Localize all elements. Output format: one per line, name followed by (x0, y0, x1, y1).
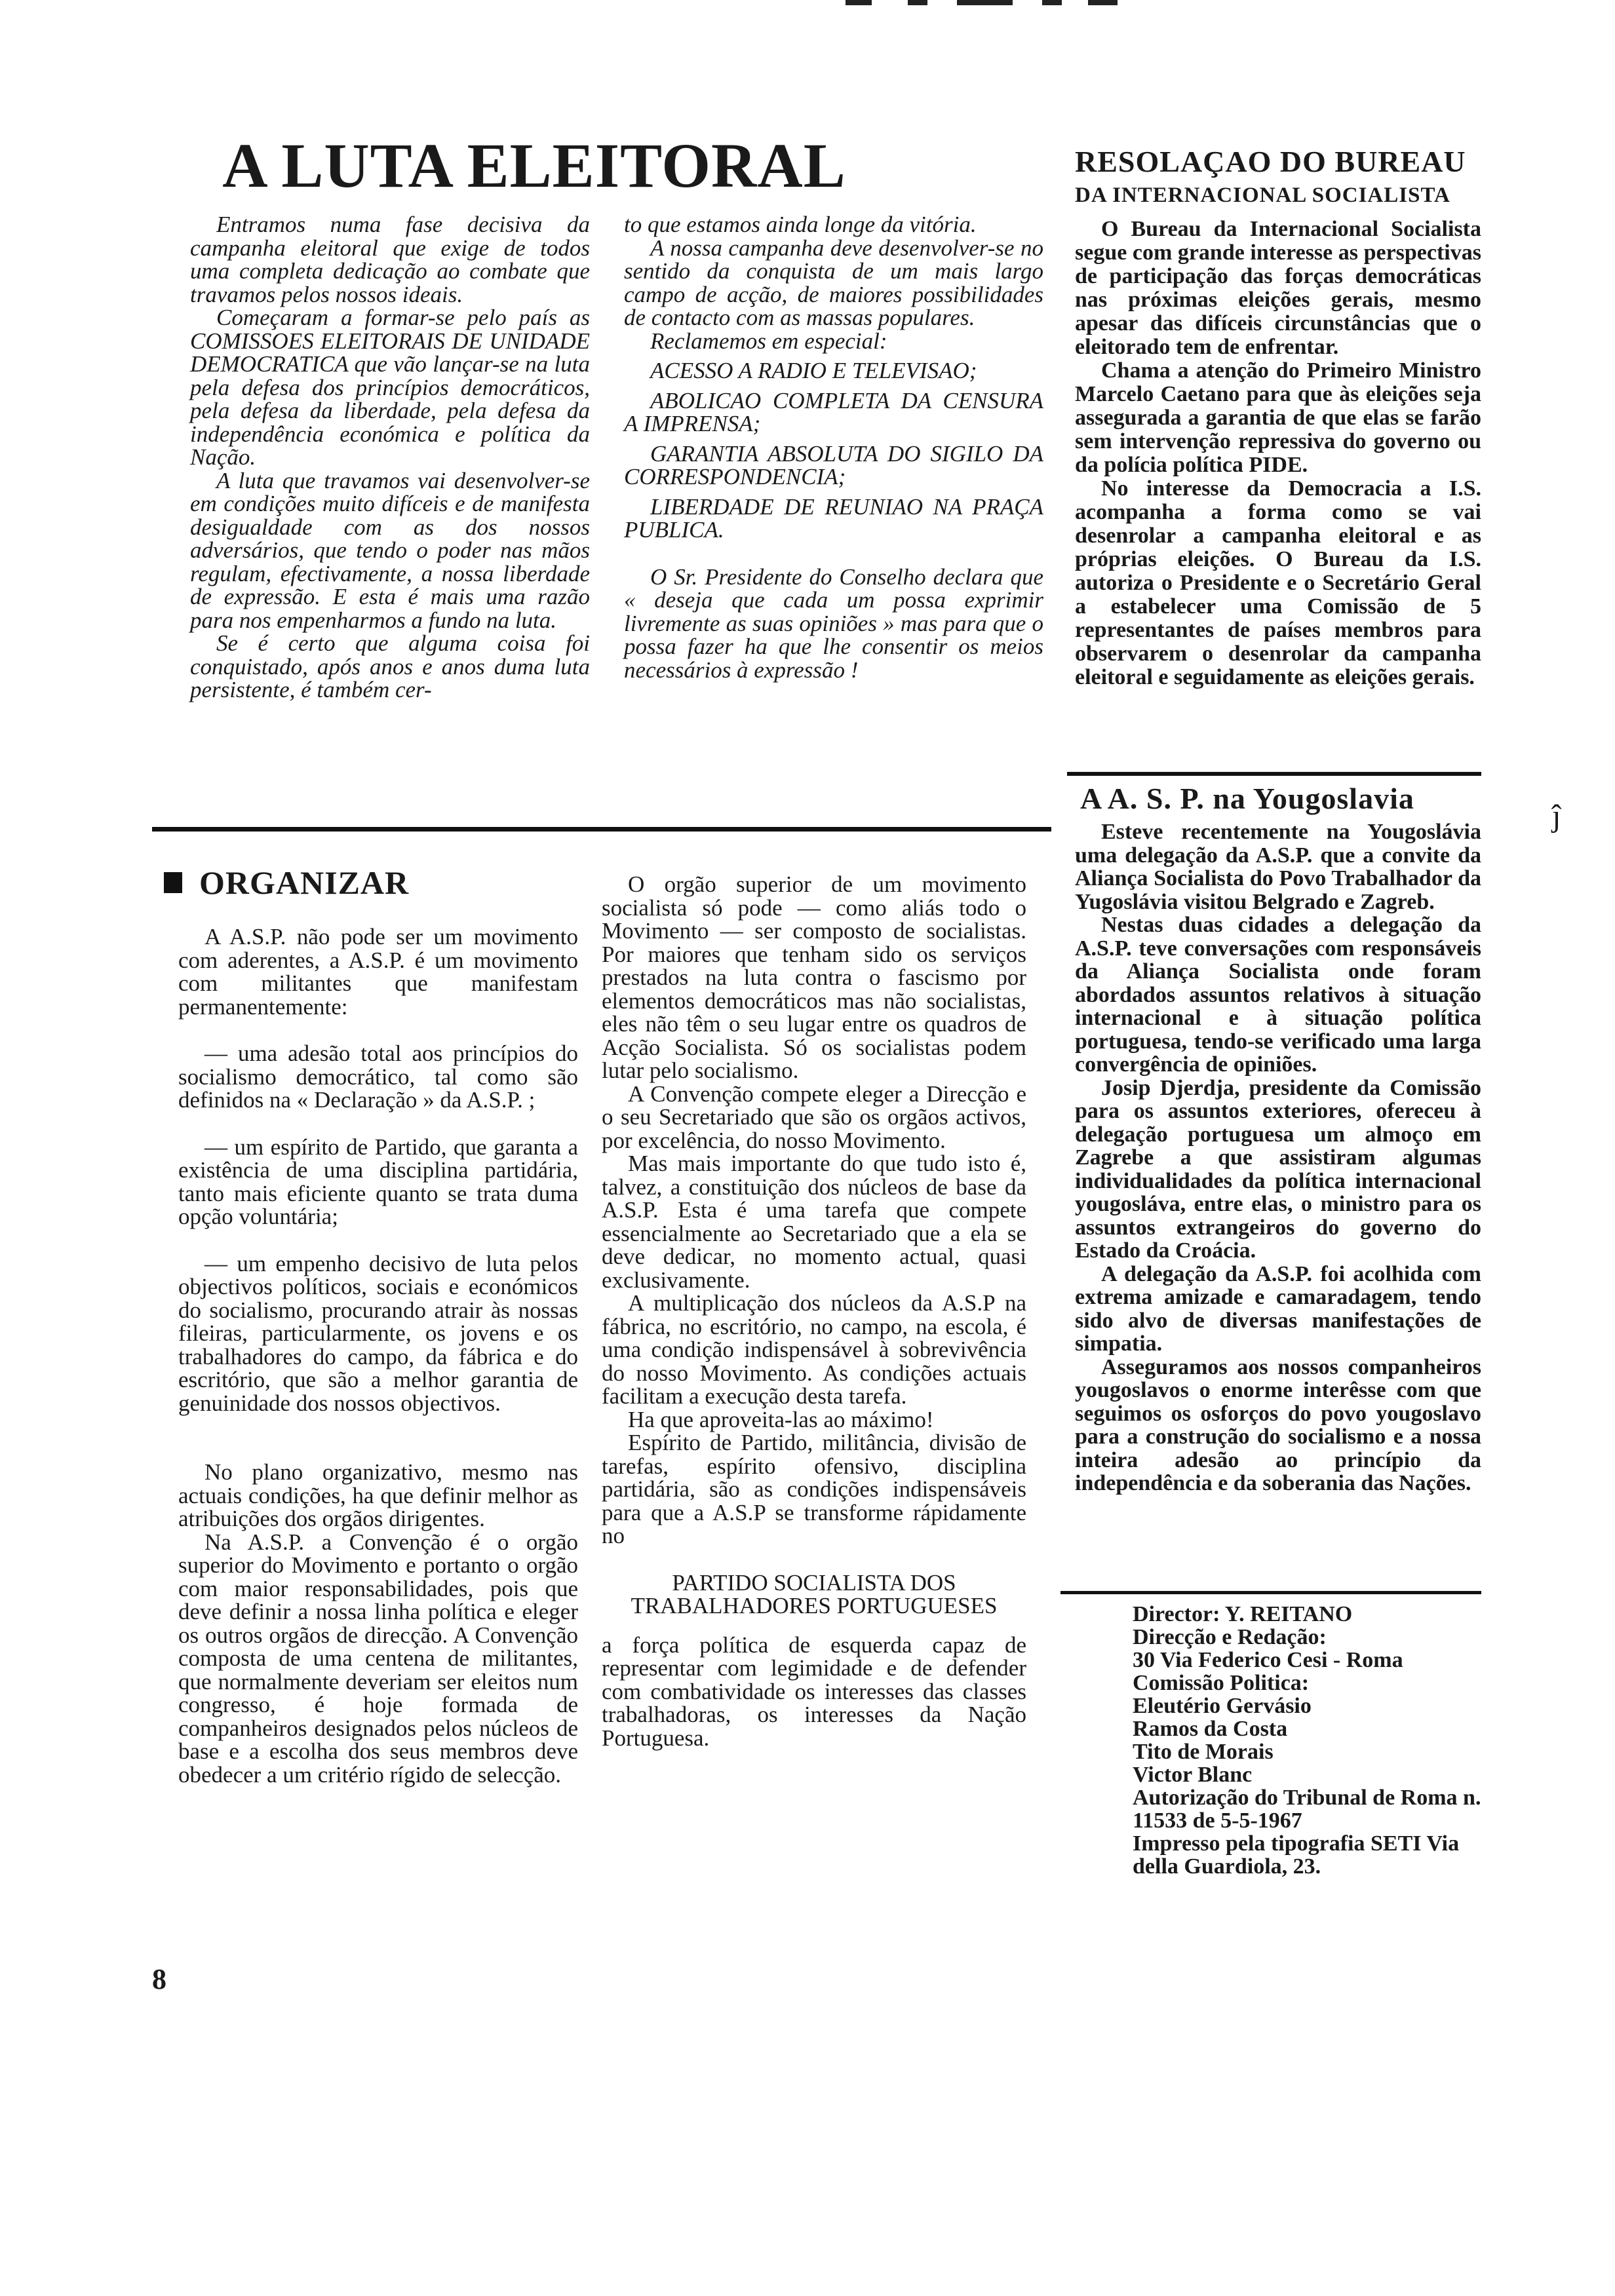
organizar-column-1 (178, 925, 578, 1786)
masthead-member: Victor Blanc (1133, 1763, 1253, 1787)
organizar-paragraph: A A.S.P. não pode ser um movimento com aderentes, a A.S.P. é um movimento com militantes que manifestam permanentemente: (178, 924, 578, 1020)
yugoslavia-paragraph: Josip Djerdja, presidente da Comissão para os assuntos exteriores, ofereceu à delegação portuguesa um almoço em Zagrebe a que assistiram algumas individualidades da política internacional yougosláva, entre elas, o ministro para os assuntos extrangeiros do governo do Estado da Croácia. (1075, 1075, 1481, 1263)
masthead-member: Eleutério Gervásio (1133, 1694, 1312, 1718)
yugoslavia-title: A A. S. P. na Yougoslavia (1080, 782, 1414, 815)
luta-paragraph: A nossa campanha deve desenvolver-se no sentido da conquista de um mais largo campo de acção, de maiores possibilidades de contacto com as massas populares. (624, 235, 1043, 330)
yugoslavia-section (1075, 781, 1481, 1495)
organizar-paragraph: Na A.S.P. a Convenção é o orgão superior do Movimento e portanto o orgão com maior responsabilidades, pois que deve definir a nossa linha política e eleger os outros orgãos de direcção. A Convenção composta de uma centena de militantes, que normalmente deveriam ser eleitos num congresso, é hoje formada de companheiros designados pelos núcleos de base e a escolha dos seus membros deve obedecer a um critério rígido de selecção. (178, 1529, 578, 1788)
resolution-paragraph: Chama a atenção do Primeiro Ministro Marcelo Caetano para que às eleições seja assegurada a garantia de que elas se farão sem intervenção repressiva do governo ou da polícia política PIDE. (1075, 358, 1481, 477)
masthead-printer: Impresso pela tipografia SETI Via della Guardiola, 23. (1133, 1831, 1460, 1879)
luta-paragraph: A luta que travamos vai desenvolver-se em condições muito difíceis e de manifesta desigualdade com as dos nossos adversários, que tendo o poder nas mãos regulam, efectivamente, a nossa liberdade de expressão. E esta é mais uma razão para nos empenharmos a fundo na luta. (190, 467, 590, 633)
organizar-principle: — um espírito de Partido, que garanta a existência de uma disciplina partidária, tanto mais eficiente quanto se trata duma opção voluntária; (178, 1134, 578, 1229)
yugoslavia-body (1075, 820, 1481, 1495)
masthead-member: Tito de Morais (1133, 1740, 1274, 1764)
resolution-body (1075, 218, 1481, 689)
organizar-paragraph: A Convenção compete eleger a Direcção e o seu Secretariado que são os orgãos activos, por excelência, do nosso Movimento. (602, 1081, 1026, 1153)
organizar-heading-label: ORGANIZAR (199, 864, 410, 901)
yugoslavia-paragraph: Nestas duas cidades a delegação da A.S.P. teve conversações com responsáveis da Aliança Socialista onde foram abordados assuntos relativos à situação internacional e à situação política portuguesa, tendo-se verificado uma larga convergência de opiniões. (1075, 913, 1481, 1077)
resolution-subtitle: DA INTERNACIONAL SOCIALISTA (1075, 183, 1450, 207)
organizar-paragraph: Ha que aproveita-las ao máximo! (628, 1406, 934, 1432)
top-print-marks (846, 0, 1121, 8)
organizar-paragraph: Espírito de Partido, militância, divisão de tarefas, espírito ofensivo, disciplina partidária, são as condições indispensáveis para que a A.S.P se transforme rápidamente no (602, 1430, 1026, 1548)
resolution-paragraph: No interesse da Democracia a I.S. acompanha a forma como se vai desenrolar a campanha eleitoral e as próprias eleições. O Bureau da I.S. autoriza o Presidente e o Secretário Geral a estabelecer uma Comissão de 5 representantes de países membros para observarem o desenrolar da campanha eleitoral e seguidamente as eleições gerais. (1075, 476, 1481, 689)
resolution-paragraph: O Bureau da Internacional Socialista segue com grande interesse as perspectivas de participação das forças democráticas nas próximas eleições gerais, mesmo apesar das difíceis circunstâncias que o eleitorado tem de enfrentar. (1075, 217, 1481, 359)
yugoslavia-paragraph: A delegação da A.S.P. foi acolhida com extrema amizade e camaradagem, tendo sido alvo de diversas manifestações de simpatia. (1075, 1261, 1481, 1356)
demand-item: ABOLICAO COMPLETA DA CENSURA A IMPRENSA; (624, 387, 1043, 436)
organizar-heading (164, 864, 409, 902)
masthead-director: Director: Y. REITANO (1133, 1602, 1353, 1626)
organizar-paragraph: O orgão superior de um movimento socialista só pode — como aliás todo o Movimento — ser composto de socialistas. Por maiores que tenham sido os serviços prestados na luta contra o fascismo por elementos democráticos mas não socialistas, eles não têm o seu lugar entre os quadros de Acção Socialista. Só os socialistas podem lutar pelo socialismo. (602, 871, 1026, 1083)
masthead-authorization: Autorização do Tribunal de Roma n. 11533 de 5-5-1967 (1133, 1786, 1481, 1833)
main-title: A LUTA ELEITORAL (222, 130, 846, 201)
organizar-principle: — um empenho decisivo de luta pelos objectivos políticos, sociais e económicos do socialismo, procurando atrair às nossas fileiras, particularmente, os jovens e os trabalhadores do campo, da fábrica e do escritório, que são a melhor garantia de genuinidade dos nossos objectivos. (178, 1250, 578, 1416)
luta-column-2 (624, 213, 1043, 681)
demand-item: LIBERDADE DE REUNIAO NA PRAÇA PUBLICA. (624, 493, 1043, 543)
demand-item: GARANTIA ABSOLUTA DO SIGILO DA CORRESPONDENCIA; (624, 440, 1043, 489)
masthead-member: Ramos da Costa (1133, 1717, 1288, 1741)
margin-mark: ĵ (1552, 799, 1561, 833)
masthead-address: 30 Via Federico Cesi - Roma (1133, 1648, 1403, 1672)
section-divider (152, 827, 1051, 832)
party-name: PARTIDO SOCIALISTA DOS TRABALHADORES PORTUGUESES (631, 1569, 998, 1618)
bullet-square-icon (164, 872, 182, 893)
organizar-paragraph: a força política de esquerda capaz de representar com legimidade e de defender com combatividade os interesses das classes trabalhadoras, os interesses da Nação Portuguesa. (602, 1632, 1026, 1751)
luta-paragraph: Entramos numa fase decisiva da campanha eleitoral que exige de todos uma completa dedicação ao combate que travamos pelos nossos ideais. (190, 212, 590, 307)
luta-paragraph: Reclamemos em especial: (650, 328, 887, 354)
page-number: 8 (152, 1963, 166, 1995)
masthead (1133, 1603, 1481, 1878)
organizar-paragraph: A multiplicação dos núcleos da A.S.P na fábrica, no escritório, no campo, na escola, é uma condição indispensável à sobrevivência do nosso Movimento. As condições actuais facilitam a execução desta tarefa. (602, 1290, 1026, 1409)
yugoslavia-paragraph: Esteve recentemente na Yougoslávia uma delegação da A.S.P. que a convite da Aliança Socialista do Povo Trabalhador da Yugoslávia visitou Belgrado e Zagreb. (1075, 820, 1481, 914)
section-divider (1067, 772, 1481, 776)
organizar-paragraph: Mas mais importante do que tudo isto é, talvez, a constituição dos núcleos de base da A.S.P. Esta é uma tarefa que compete essencialmente ao Secretariado que a ela se deve dedicar, no momento actual, quasi exclusivamente. (602, 1151, 1026, 1293)
resolution-title: RESOLAÇAO DO BUREAU (1075, 145, 1466, 178)
luta-paragraph: Começaram a formar-se pelo país as COMISSOES ELEITORAIS DE UNIDADE DEMOCRATICA que vão lançar-se na luta pela defesa dos princípios democráticos, pela defesa da liberdade, pela defesa da independência económica e política da Nação. (190, 305, 590, 470)
luta-paragraph: O Sr. Presidente do Conselho declara que « deseja que cada um possa exprimir livremente as suas opiniões » mas para que o possa fazer ha que lhe consentir os meios necessários à expressão ! (624, 564, 1043, 683)
luta-paragraph: to que estamos ainda longe da vitória. (624, 212, 977, 237)
masthead-address-label: Direcção e Redação: (1133, 1625, 1327, 1649)
yugoslavia-paragraph: Asseguramos aos nossos companheiros yougoslavos o enorme interêsse com que seguimos os osforços do povo yougoslavo para a construção do socialismo e a nossa inteira adesão ao princípio da independência e da soberania das Nações. (1075, 1354, 1481, 1495)
demand-item: ACESSO A RADIO E TELEVISAO; (650, 358, 977, 383)
resolution-section (1075, 145, 1481, 689)
luta-column-1 (190, 213, 590, 702)
section-divider (1060, 1591, 1481, 1594)
luta-paragraph: Se é certo que alguma coisa foi conquistado, após anos e anos duma luta persistente, é também cer- (190, 630, 590, 702)
organizar-paragraph: No plano organizativo, mesmo nas actuais condições, ha que definir melhor as atribuições dos orgãos dirigentes. (178, 1459, 578, 1531)
masthead-commission-label: Comissão Politica: (1133, 1671, 1310, 1695)
organizar-principle: — uma adesão total aos princípios do socialismo democrático, tal como são definidos na « Declaração » da A.S.P. ; (178, 1041, 578, 1113)
organizar-column-2 (602, 873, 1026, 1750)
